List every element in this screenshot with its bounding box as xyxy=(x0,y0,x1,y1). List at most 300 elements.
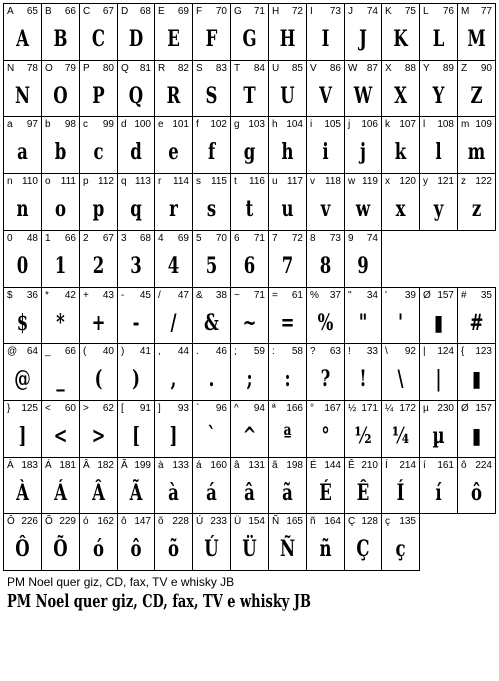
glyph-sample: = xyxy=(280,310,295,336)
glyph-sample: t xyxy=(245,196,254,222)
glyph-code-label: 214 xyxy=(399,460,416,471)
glyph-cell xyxy=(344,173,382,231)
glyph-char-label: 6 xyxy=(234,233,240,244)
glyph-sample: í xyxy=(435,480,442,506)
glyph-cell xyxy=(154,173,193,231)
glyph-char-label: , xyxy=(158,346,161,357)
glyph-sample: # xyxy=(469,310,484,336)
glyph-char-label: 9 xyxy=(348,233,354,244)
glyph-cell xyxy=(117,287,155,344)
glyph-code-label: 70 xyxy=(215,233,227,244)
glyph-cell xyxy=(457,116,496,174)
glyph-sample: C xyxy=(91,26,106,52)
glyph-code-label: 60 xyxy=(64,403,76,414)
glyph-code-label: 94 xyxy=(253,403,265,414)
glyph-char-label: b xyxy=(45,119,51,130)
glyph-sample: 6 xyxy=(243,253,256,279)
glyph-cell xyxy=(268,3,307,61)
glyph-sample: - xyxy=(132,310,140,336)
glyph-char-label: ã xyxy=(272,460,278,471)
glyph-sample: ] xyxy=(18,423,27,449)
glyph-cell xyxy=(3,400,42,458)
glyph-char-label: Y xyxy=(423,63,430,74)
glyph-char-label: T xyxy=(234,63,241,74)
glyph-cell xyxy=(344,400,382,458)
glyph-code-label: 76 xyxy=(442,6,454,17)
glyph-code-label: 147 xyxy=(134,516,151,527)
glyph-sample: Ã xyxy=(129,480,143,506)
glyph-sample: o xyxy=(54,196,67,222)
glyph-cell xyxy=(192,173,231,231)
glyph-cell xyxy=(154,287,193,344)
glyph-char-label: É xyxy=(310,460,317,471)
glyph-code-label: 112 xyxy=(98,176,114,187)
glyph-sample: X xyxy=(394,83,407,109)
glyph-cell xyxy=(154,400,193,458)
glyph-cell xyxy=(268,287,307,344)
glyph-char-label: G xyxy=(234,6,242,17)
glyph-cell xyxy=(117,343,155,401)
glyph-sample: L xyxy=(432,26,445,52)
glyph-code-label: 81 xyxy=(139,63,151,74)
glyph-cell xyxy=(79,400,118,458)
glyph-sample: E xyxy=(167,26,180,52)
glyph-code-label: 199 xyxy=(134,460,151,471)
glyph-cell xyxy=(230,343,269,401)
glyph-sample: < xyxy=(53,423,68,449)
glyph-code-label: 116 xyxy=(249,176,265,187)
glyph-code-label: 128 xyxy=(361,516,378,527)
glyph-sample: 4 xyxy=(167,253,180,279)
glyph-sample: ) xyxy=(132,366,140,392)
glyph-cell xyxy=(381,513,420,571)
glyph-sample: Z xyxy=(470,83,483,109)
glyph-char-label: g xyxy=(234,119,240,130)
glyph-cell xyxy=(306,513,345,571)
glyph-cell xyxy=(117,60,155,117)
glyph-cell xyxy=(3,3,42,61)
glyph-code-label: 86 xyxy=(329,63,341,74)
glyph-char-label: í xyxy=(423,460,426,471)
glyph-cell xyxy=(192,230,231,288)
glyph-sample: ? xyxy=(320,366,331,392)
glyph-sample: > xyxy=(91,423,106,449)
glyph-code-label: 154 xyxy=(248,516,265,527)
glyph-char-label: 4 xyxy=(158,233,164,244)
glyph-sample: + xyxy=(91,310,106,336)
glyph-code-label: 59 xyxy=(253,346,265,357)
glyph-cell xyxy=(79,513,118,571)
glyph-sample: ã xyxy=(282,480,293,506)
glyph-code-label: 230 xyxy=(437,403,454,414)
glyph-code-label: 161 xyxy=(437,460,454,471)
glyph-char-label: N xyxy=(7,63,15,74)
glyph-cell xyxy=(79,457,118,514)
glyph-code-label: 124 xyxy=(437,346,454,357)
glyph-sample: \ xyxy=(397,366,404,392)
glyph-sample: Ô xyxy=(15,536,30,562)
glyph-cell xyxy=(419,173,458,231)
glyph-code-label: 82 xyxy=(177,63,189,74)
glyph-code-label: 198 xyxy=(286,460,303,471)
glyph-code-label: 46 xyxy=(215,346,227,357)
glyph-cell xyxy=(192,513,231,571)
glyph-char-label: [ xyxy=(121,403,124,414)
glyph-cell xyxy=(117,3,155,61)
glyph-char-label: X xyxy=(385,63,392,74)
glyph-cell xyxy=(3,457,42,514)
glyph-sample: M xyxy=(467,26,486,52)
glyph-code-label: 87 xyxy=(366,63,378,74)
glyph-cell xyxy=(230,116,269,174)
glyph-char-label: _ xyxy=(45,346,51,357)
glyph-code-label: 40 xyxy=(102,346,114,357)
glyph-cell xyxy=(344,457,382,514)
glyph-sample: k xyxy=(394,139,407,165)
glyph-char-label: / xyxy=(158,290,161,301)
glyph-cell xyxy=(344,3,382,61)
glyph-code-label: 80 xyxy=(102,63,114,74)
glyph-cell xyxy=(117,173,155,231)
glyph-code-label: 164 xyxy=(324,516,341,527)
glyph-code-label: 131 xyxy=(248,460,265,471)
glyph-code-label: 115 xyxy=(211,176,227,187)
glyph-cell xyxy=(79,60,118,117)
glyph-cell xyxy=(381,3,420,61)
glyph-char-label: t xyxy=(234,176,237,187)
glyph-code-label: 144 xyxy=(324,460,341,471)
glyph-char-label: # xyxy=(461,290,467,301)
glyph-cell xyxy=(154,116,193,174)
glyph-char-label: 8 xyxy=(310,233,316,244)
glyph-code-label: 101 xyxy=(172,119,189,130)
glyph-code-label: 69 xyxy=(177,6,189,17)
glyph-char-label: L xyxy=(423,6,429,17)
glyph-code-label: 74 xyxy=(366,6,378,17)
glyph-char-label: * xyxy=(45,290,49,301)
glyph-cell xyxy=(41,60,80,117)
glyph-char-label: ô xyxy=(461,460,467,471)
glyph-cell xyxy=(154,60,193,117)
glyph-cell xyxy=(268,230,307,288)
glyph-code-label: 102 xyxy=(210,119,227,130)
glyph-code-label: 104 xyxy=(286,119,303,130)
glyph-cell xyxy=(117,457,155,514)
glyph-sample: , xyxy=(170,366,177,392)
glyph-code-label: 165 xyxy=(286,516,303,527)
glyph-code-label: 34 xyxy=(366,290,378,301)
glyph-code-label: 77 xyxy=(480,6,492,17)
glyph-sample: l xyxy=(435,139,442,165)
glyph-sample: 3 xyxy=(130,253,142,279)
glyph-cell xyxy=(230,173,269,231)
glyph-sample: v xyxy=(320,196,331,222)
glyph-cell xyxy=(192,400,231,458)
glyph-char-label: S xyxy=(196,63,203,74)
glyph-sample: b xyxy=(54,139,67,165)
glyph-cell xyxy=(192,287,231,344)
glyph-code-label: 120 xyxy=(399,176,416,187)
glyph-code-label: 172 xyxy=(399,403,416,414)
glyph-code-label: 229 xyxy=(59,516,76,527)
glyph-char-label: . xyxy=(196,346,199,357)
glyph-char-label: ó xyxy=(83,516,89,527)
glyph-cell xyxy=(41,230,80,288)
glyph-sample: 7 xyxy=(281,253,294,279)
glyph-sample: J xyxy=(359,26,367,52)
glyph-code-label: 122 xyxy=(475,176,492,187)
glyph-char-label: I xyxy=(310,6,313,17)
glyph-char-label: 1 xyxy=(45,233,51,244)
glyph-code-label: 69 xyxy=(177,233,189,244)
glyph-char-label: l xyxy=(423,119,426,130)
glyph-cell xyxy=(381,287,420,344)
glyph-code-label: 121 xyxy=(437,176,454,187)
glyph-sample: 2 xyxy=(92,253,105,279)
glyph-code-label: 88 xyxy=(404,63,416,74)
glyph-cell xyxy=(41,343,80,401)
glyph-code-label: 125 xyxy=(21,403,38,414)
glyph-code-label: 66 xyxy=(64,6,76,17)
glyph-char-label: ô xyxy=(121,516,127,527)
glyph-sample: & xyxy=(204,310,219,336)
glyph-code-label: 47 xyxy=(177,290,189,301)
glyph-code-label: 38 xyxy=(215,290,227,301)
glyph-cell xyxy=(306,116,345,174)
glyph-code-label: 114 xyxy=(173,176,189,187)
glyph-char-label: Â xyxy=(83,460,90,471)
glyph-code-label: 182 xyxy=(97,460,114,471)
glyph-code-label: 117 xyxy=(287,176,303,187)
glyph-code-label: 135 xyxy=(399,516,416,527)
glyph-cell xyxy=(306,400,345,458)
glyph-code-label: 92 xyxy=(404,346,416,357)
glyph-sample: u xyxy=(281,196,294,222)
glyph-char-label: o xyxy=(45,176,51,187)
glyph-char-label: m xyxy=(461,119,470,130)
glyph-char-label: 7 xyxy=(272,233,278,244)
glyph-cell xyxy=(419,400,458,458)
glyph-code-label: 157 xyxy=(475,403,492,414)
glyph-cell xyxy=(457,457,496,514)
glyph-char-label: C xyxy=(83,6,91,17)
glyph-cell xyxy=(230,3,269,61)
glyph-cell xyxy=(268,400,307,458)
glyph-sample: [ xyxy=(132,423,140,449)
glyph-cell xyxy=(306,457,345,514)
glyph-cell xyxy=(344,513,382,571)
glyph-sample: Y xyxy=(432,83,445,109)
glyph-sample: Ê xyxy=(356,480,370,506)
glyph-sample: ó xyxy=(92,536,105,562)
glyph-sample: ! xyxy=(359,366,367,392)
glyph-code-label: 63 xyxy=(329,346,341,357)
glyph-code-label: 118 xyxy=(325,176,341,187)
glyph-sample: D xyxy=(128,26,144,52)
glyph-cell xyxy=(154,457,193,514)
glyph-char-label: u xyxy=(272,176,278,187)
glyph-code-label: 105 xyxy=(324,119,341,130)
glyph-char-label: D xyxy=(121,6,129,17)
glyph-code-label: 100 xyxy=(134,119,151,130)
glyph-cell xyxy=(3,60,42,117)
glyph-cell xyxy=(230,513,269,571)
glyph-cell xyxy=(306,230,345,288)
glyph-code-label: 157 xyxy=(437,290,454,301)
glyph-sample: ` xyxy=(207,423,216,449)
glyph-char-label: | xyxy=(423,346,426,357)
glyph-char-label: Ç xyxy=(348,516,356,527)
glyph-char-label: ' xyxy=(385,290,387,301)
glyph-cell xyxy=(381,400,420,458)
glyph-code-label: 98 xyxy=(64,119,76,130)
glyph-cell xyxy=(344,60,382,117)
glyph-cell xyxy=(41,116,80,174)
glyph-cell xyxy=(268,116,307,174)
glyph-sample: K xyxy=(393,26,408,52)
glyph-sample: B xyxy=(53,26,68,52)
glyph-cell xyxy=(192,60,231,117)
glyph-sample: Â xyxy=(92,480,105,506)
glyph-sample: ô xyxy=(470,480,483,506)
glyph-cell xyxy=(79,3,118,61)
glyph-char-label: õ xyxy=(158,516,164,527)
glyph-char-label: h xyxy=(272,119,278,130)
glyph-cell xyxy=(268,343,307,401)
glyph-cell xyxy=(306,60,345,117)
glyph-char-label: Á xyxy=(45,460,52,471)
glyph-cell xyxy=(381,343,420,401)
glyph-char-label: Ú xyxy=(196,516,204,527)
glyph-code-label: 71 xyxy=(253,6,265,17)
glyph-cell xyxy=(457,173,496,231)
glyph-code-label: 91 xyxy=(139,403,151,414)
glyph-sample: ¼ xyxy=(391,423,410,449)
glyph-code-label: 62 xyxy=(102,403,114,414)
glyph-cell xyxy=(41,3,80,61)
glyph-sample: F xyxy=(205,26,218,52)
glyph-code-label: 85 xyxy=(291,63,303,74)
glyph-cell xyxy=(230,457,269,514)
glyph-char-label: n xyxy=(7,176,13,187)
glyph-char-label: à xyxy=(158,460,164,471)
glyph-char-label: ¼ xyxy=(385,403,394,414)
glyph-char-label: ½ xyxy=(348,403,357,414)
glyph-sample: Q xyxy=(128,83,144,109)
glyph-char-label: s xyxy=(196,176,201,187)
glyph-char-label: } xyxy=(7,403,11,414)
glyph-sample: ñ xyxy=(319,536,332,562)
glyph-code-label: 71 xyxy=(253,290,265,301)
glyph-char-label: P xyxy=(83,63,90,74)
glyph-cell xyxy=(230,400,269,458)
glyph-char-label: á xyxy=(196,460,202,471)
glyph-cell xyxy=(3,287,42,344)
glyph-char-label: ] xyxy=(158,403,161,414)
glyph-char-label: + xyxy=(83,290,89,301)
glyph-sample: À xyxy=(16,480,29,506)
glyph-sample: m xyxy=(467,139,486,165)
glyph-char-label: i xyxy=(310,119,313,130)
glyph-sample: á xyxy=(206,480,217,506)
glyph-cell xyxy=(306,343,345,401)
glyph-sample: r xyxy=(169,196,178,222)
glyph-sample: | xyxy=(435,366,442,392)
glyph-char-label: w xyxy=(348,176,356,187)
glyph-cell xyxy=(192,457,231,514)
glyph-cell xyxy=(381,116,420,174)
glyph-sample: n xyxy=(16,196,29,222)
glyph-char-label: H xyxy=(272,6,280,17)
glyph-char-label: f xyxy=(196,119,199,130)
glyph-char-label: a xyxy=(7,119,13,130)
glyph-sample: ] xyxy=(169,423,178,449)
glyph-sample: U xyxy=(280,83,295,109)
glyph-sample: x xyxy=(395,196,406,222)
glyph-cell xyxy=(3,230,42,288)
glyph-char-label: 5 xyxy=(196,233,202,244)
glyph-cell xyxy=(79,343,118,401)
glyph-cell xyxy=(79,173,118,231)
glyph-code-label: 79 xyxy=(64,63,76,74)
glyph-cell xyxy=(192,116,231,174)
glyph-sample: . xyxy=(208,366,215,392)
glyph-cell xyxy=(41,400,80,458)
glyph-sample: W xyxy=(353,83,373,109)
glyph-code-label: 110 xyxy=(22,176,38,187)
glyph-sample: ' xyxy=(397,310,404,336)
glyph-sample: / xyxy=(170,310,177,336)
glyph-code-label: 166 xyxy=(286,403,303,414)
glyph-cell xyxy=(154,343,193,401)
glyph-code-label: 73 xyxy=(329,6,341,17)
glyph-char-label: @ xyxy=(7,346,18,357)
glyph-cell xyxy=(306,287,345,344)
glyph-sample: à xyxy=(168,480,179,506)
glyph-cell xyxy=(154,3,193,61)
sample-text-plain: PM Noel quer giz, CD, fax, TV e whisky JB xyxy=(7,575,235,589)
glyph-char-label: À xyxy=(7,460,14,471)
glyph-char-label: U xyxy=(272,63,280,74)
glyph-char-label: Ñ xyxy=(272,516,280,527)
glyph-char-label: ; xyxy=(234,346,237,357)
glyph-sample: I xyxy=(321,26,330,52)
glyph-char-label: J xyxy=(348,6,353,17)
glyph-code-label: 162 xyxy=(97,516,114,527)
glyph-cell xyxy=(381,60,420,117)
glyph-sample: p xyxy=(92,196,105,222)
glyph-char-label: W xyxy=(348,63,358,74)
glyph-char-label: > xyxy=(83,403,89,414)
glyph-code-label: 70 xyxy=(215,6,227,17)
glyph-cell xyxy=(419,457,458,514)
glyph-cell xyxy=(344,343,382,401)
glyph-char-label: Ø xyxy=(461,403,469,414)
glyph-code-label: 67 xyxy=(102,6,114,17)
glyph-code-label: 228 xyxy=(172,516,189,527)
glyph-char-label: O xyxy=(45,63,53,74)
glyph-code-label: 35 xyxy=(480,290,492,301)
glyph-char-label: R xyxy=(158,63,166,74)
glyph-sample: q xyxy=(130,196,142,222)
glyph-sample: H xyxy=(279,26,296,52)
glyph-cell xyxy=(79,287,118,344)
glyph-char-label: â xyxy=(234,460,240,471)
glyph-sample: j xyxy=(360,139,366,165)
glyph-char-label: Í xyxy=(385,460,388,471)
glyph-code-label: 45 xyxy=(139,290,151,301)
glyph-sample: V xyxy=(319,83,332,109)
